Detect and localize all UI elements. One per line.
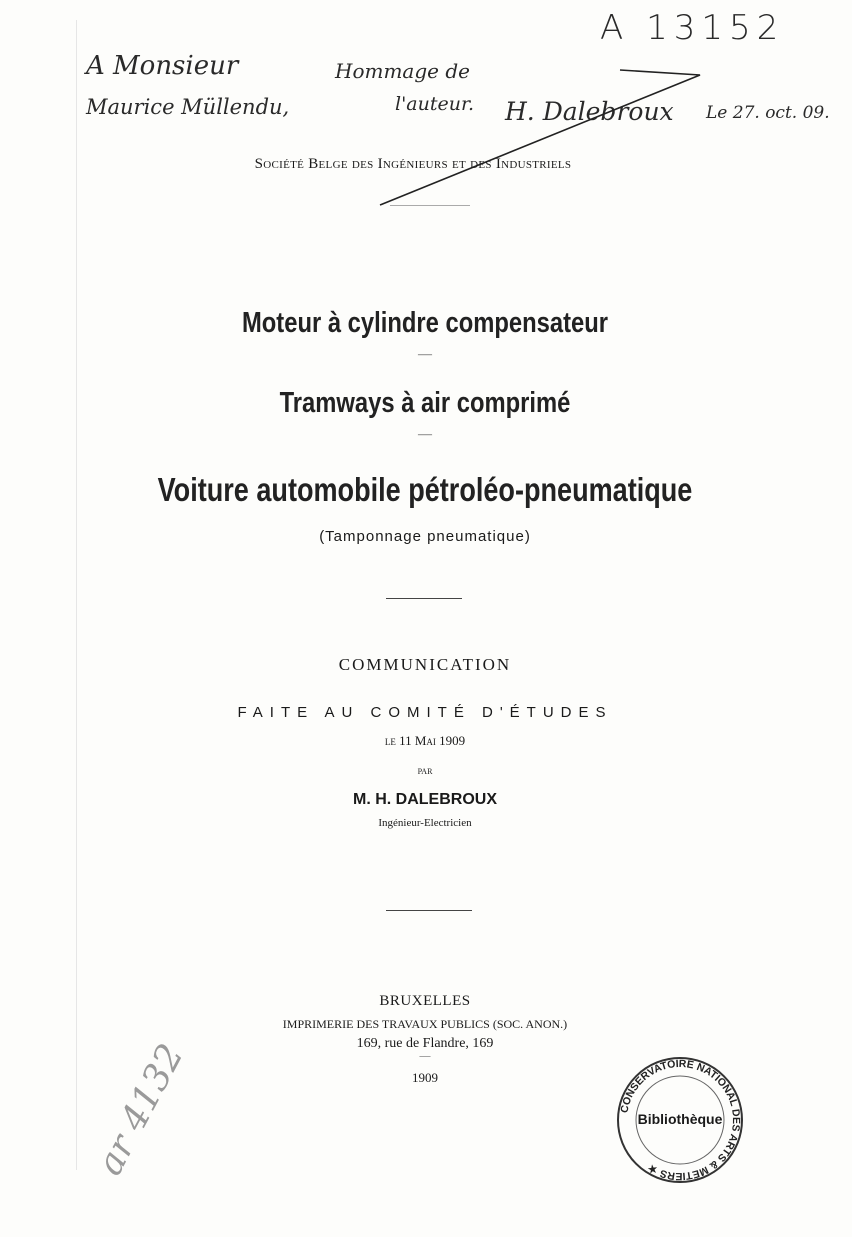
handwritten-signature: H. Dalebroux: [505, 97, 674, 126]
library-stamp: [615, 1055, 745, 1185]
title-voiture: Voiture automobile pétroléo-pneumatique: [157, 471, 693, 508]
handwritten-dedication-line1: A Monsieur: [86, 51, 239, 81]
handwritten-dedication-line2: Maurice Müllendu,: [86, 95, 290, 119]
handwritten-catalog-number: A 13152: [600, 8, 785, 48]
society-name: Société Belge des Ingénieurs et des Industriels: [254, 156, 572, 172]
committee-line: FAITE AU COMITÉ D'ÉTUDES: [237, 704, 613, 721]
signature-flourish: [0, 0, 852, 240]
stamp-ring-text: CONSERVATOIRE NATIONAL DES ARTS & MÉTIERS ★: [618, 1057, 743, 1183]
handwritten-shelf-mark: ar 4132: [89, 1037, 192, 1182]
title-tramways: Tramways à air comprimé: [279, 387, 571, 419]
communication-date: le 11 Mai 1909: [384, 733, 466, 748]
separator-1: —: [418, 347, 432, 362]
stamp-center-text: Bibliothèque: [637, 1111, 723, 1127]
title-motor: Moteur à cylindre compensateur: [241, 307, 609, 339]
handwritten-hommage-line2: l'auteur.: [395, 93, 475, 115]
imprint-year: 1909: [412, 1070, 438, 1085]
imprint-printer: IMPRIMERIE DES TRAVAUX PUBLICS (SOC. ANON.): [282, 1017, 568, 1031]
imprint-separator: —: [419, 1050, 431, 1062]
author-name: M. H. DALEBROUX: [353, 791, 497, 808]
communication-heading: COMMUNICATION: [338, 655, 512, 674]
par-label: PAR: [417, 767, 433, 776]
separator-2: —: [418, 427, 432, 442]
imprint-city: BRUXELLES: [379, 993, 471, 1009]
subtitle: (Tamponnage pneumatique): [319, 528, 531, 545]
author-title: Ingénieur-Electricien: [378, 817, 472, 829]
header-rule: [390, 205, 470, 206]
communication-rule: [386, 910, 472, 911]
handwritten-date: Le 27. oct. 09.: [706, 103, 830, 123]
imprint-address: 169, rue de Flandre, 169: [356, 1036, 494, 1051]
handwritten-hommage-line1: Hommage de: [335, 59, 470, 83]
title-rule: [386, 598, 462, 599]
